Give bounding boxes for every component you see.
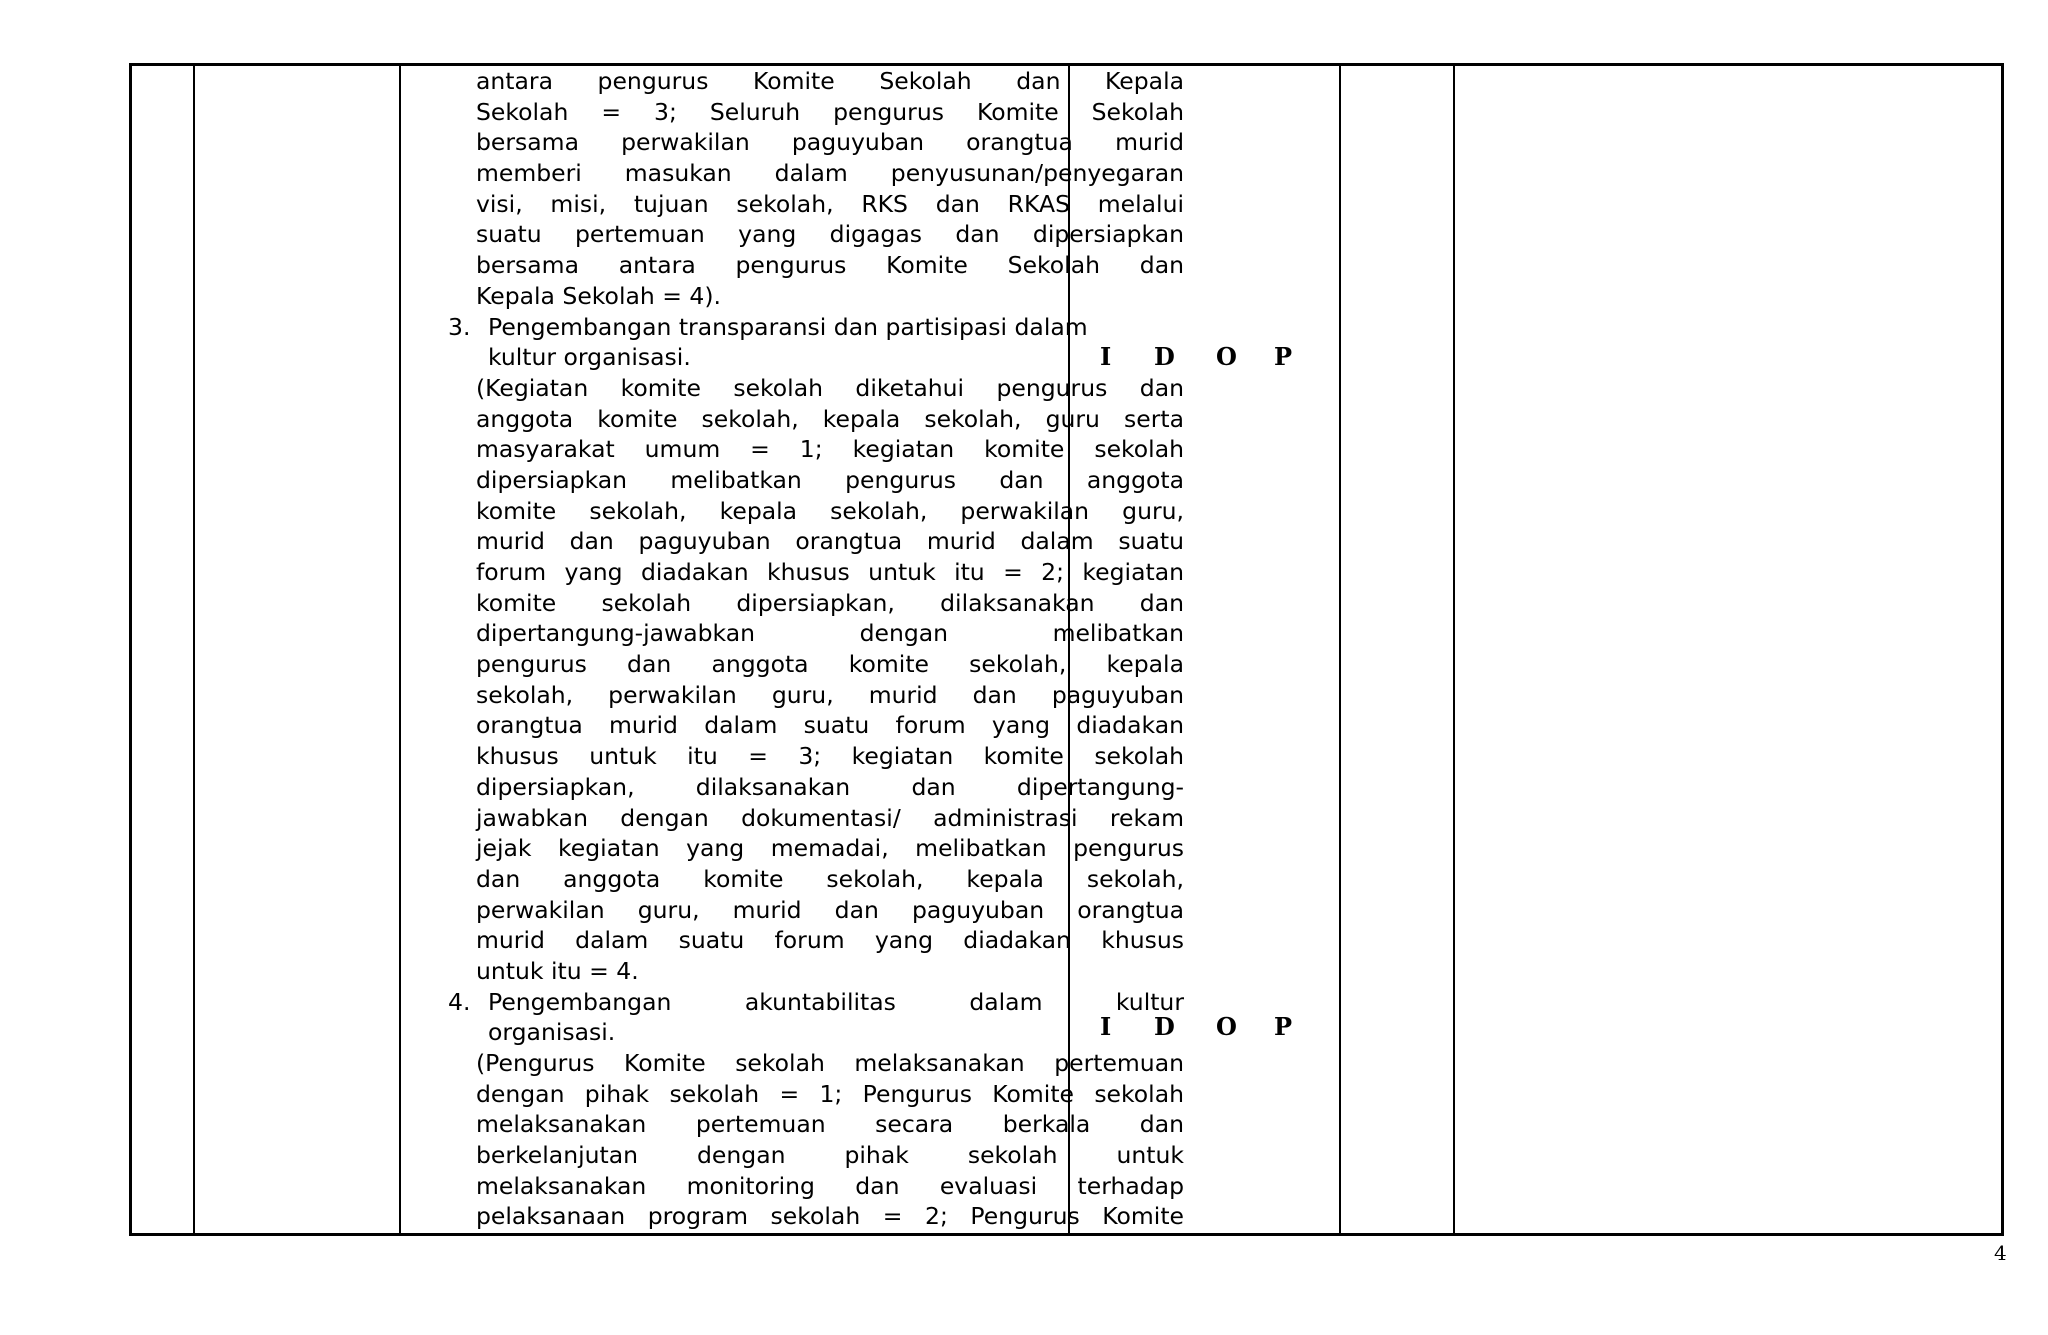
- text-line: melaksanakan monitoring dan evaluasi terhadap: [476, 1171, 1184, 1200]
- text-line: visi, misi, tujuan sekolah, RKS dan RKAS melalui: [476, 189, 1184, 218]
- text-line: suatu pertemuan yang digagas dan dipersiapkan: [476, 220, 1184, 249]
- page-number: 4: [1994, 1241, 2007, 1265]
- scale-d: D: [1154, 342, 1175, 371]
- text-line: Kepala Sekolah = 4).: [476, 281, 721, 310]
- text-line: komite sekolah dipersiapkan, dilaksanakan dan: [476, 588, 1184, 617]
- text-line: Sekolah = 3; Seluruh pengurus Komite Sekolah: [476, 97, 1184, 126]
- assessment-table: [129, 63, 2004, 1236]
- text-line: orangtua murid dalam suatu forum yang diadakan: [476, 711, 1184, 740]
- text-line: bersama antara pengurus Komite Sekolah dan: [476, 251, 1184, 280]
- scale-i: I: [1100, 1012, 1112, 1041]
- scale-p: P: [1274, 1012, 1293, 1041]
- list-number: 3.: [448, 312, 471, 341]
- text-line: pelaksanaan program sekolah = 2; Pengurus Komite: [476, 1202, 1184, 1231]
- text-line: khusus untuk itu = 3; kegiatan komite sekolah: [476, 742, 1184, 771]
- list-number: 4.: [448, 987, 471, 1016]
- text-line: dipersiapkan, dilaksanakan dan dipertangung-: [476, 772, 1184, 801]
- text-line: kultur organisasi.: [488, 343, 691, 372]
- text-line: berkelanjutan dengan pihak sekolah untuk: [476, 1141, 1184, 1170]
- scale-d: D: [1154, 1012, 1175, 1041]
- text-line: dipersiapkan melibatkan pengurus dan anggota: [476, 465, 1184, 494]
- indicator-description-cell: [436, 66, 1184, 1232]
- text-line: organisasi.: [488, 1018, 616, 1047]
- scale-o: O: [1216, 1012, 1237, 1041]
- text-line: antara pengurus Komite Sekolah dan Kepala: [476, 67, 1184, 95]
- scale-o: O: [1216, 342, 1237, 371]
- column-divider: [1453, 66, 1455, 1233]
- column-divider: [193, 66, 195, 1233]
- text-line: dengan pihak sekolah = 1; Pengurus Komite sekolah: [476, 1079, 1184, 1108]
- text-line: bersama perwakilan paguyuban orangtua murid: [476, 128, 1184, 157]
- text-line: sekolah, perwakilan guru, murid dan paguyuban: [476, 680, 1184, 709]
- text-line: melaksanakan pertemuan secara berkala dan: [476, 1110, 1184, 1139]
- text-line: dan anggota komite sekolah, kepala sekolah,: [476, 864, 1184, 893]
- text-line: memberi masukan dalam penyusunan/penyegaran: [476, 159, 1184, 188]
- text-line: [436, 312, 1184, 343]
- text-line: [436, 987, 1184, 1018]
- text-line: murid dan paguyuban orangtua murid dalam suatu: [476, 527, 1184, 556]
- text-line: jejak kegiatan yang memadai, melibatkan pengurus: [476, 834, 1184, 863]
- text-line: (Pengurus Komite sekolah melaksanakan pertemuan: [476, 1049, 1184, 1077]
- text-line: jawabkan dengan dokumentasi/ administrasi rekam: [476, 803, 1184, 832]
- list-item-text: Pengembangan transparansi dan partisipasi dalam: [488, 312, 1088, 341]
- list-item-text: Pengembangan akuntabilitas dalam kultur: [488, 987, 1184, 1016]
- text-line: dipertangung-jawabkan dengan melibatkan: [476, 619, 1184, 648]
- text-line: komite sekolah, kepala sekolah, perwakilan guru,: [476, 496, 1184, 525]
- text-line: forum yang diadakan khusus untuk itu = 2; kegiatan: [476, 558, 1184, 586]
- text-line: perwakilan guru, murid dan paguyuban orangtua: [476, 895, 1184, 924]
- text-line: murid dalam suatu forum yang diadakan khusus: [476, 926, 1184, 955]
- column-divider: [1339, 66, 1341, 1233]
- text-line: pengurus dan anggota komite sekolah, kepala: [476, 650, 1184, 679]
- text-line: (Kegiatan komite sekolah diketahui pengurus dan: [476, 373, 1184, 402]
- scale-p: P: [1274, 342, 1293, 371]
- text-line: untuk itu = 4.: [476, 956, 639, 985]
- scale-i: I: [1100, 342, 1112, 371]
- text-line: masyarakat umum = 1; kegiatan komite sekolah: [476, 435, 1184, 464]
- column-divider: [399, 66, 401, 1233]
- text-line: anggota komite sekolah, kepala sekolah, guru serta: [476, 404, 1184, 433]
